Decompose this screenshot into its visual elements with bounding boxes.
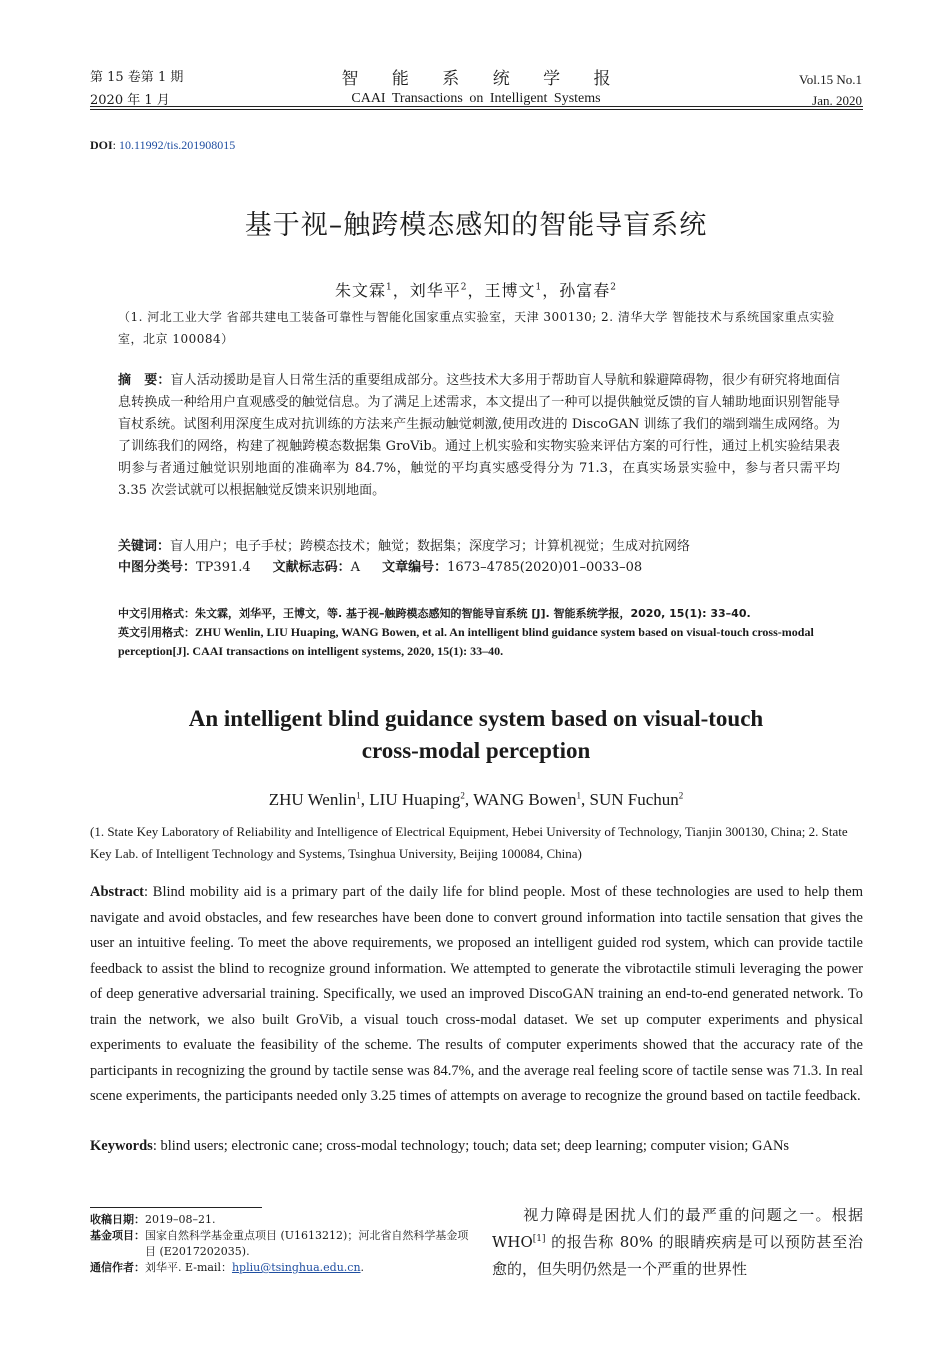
abstract-en-text: : Blind mobility aid is a primary part of the daily life for blind people. Most of these technologies are used to help them navigate and avoid obstacles, and few researches have been done to convert ground information into tactile sensation that gives the user an intuitive feeling. To meet the above requirements, we proposed an intelligent guided rod system, which can provide tactile feedback to assist the blind to recognize ground information. We attempted to generate the vibrotactile stimuli leveraging the power of deep generative adversarial training. Specifically, we used an improved DiscoGAN training an end-to-end generated network. To train the network, we also built GroVib, a visual touch cross-modal dataset. We set up computer experiments and physical experiments to evaluate the feasibility of the scheme. The results of computer experiments showed that the accuracy rate of the participants in recognizing the ground by tactile sense was 84.7%, and the average real feeling score of tactile sense was 71.3. In real scene experiments, the participants needed only 3.25 times of attempts on average to recognize the ground based on tactile feedback. xyxy=(90,884,863,1104)
author-aff-sup: 1 xyxy=(356,790,361,801)
abstract-en xyxy=(90,880,863,1110)
article-number-value: 1673–4785(2020)01–0033–08 xyxy=(447,560,643,575)
author-en: WANG Bowen xyxy=(473,790,577,809)
affiliation-cn: （1. 河北工业大学 省部共建电工装备可靠性与智能化国家重点实验室，天津 300130; 2. 清华大学 智能技术与系统国家重点实验室，北京 100084） xyxy=(118,310,835,346)
title-en-line2: cross-modal perception xyxy=(361,738,591,763)
corresponding-email-link[interactable]: hpliu@tsinghua.edu.cn xyxy=(231,1261,361,1274)
header-rule xyxy=(90,106,863,107)
citation-en xyxy=(118,623,840,661)
author-aff-sup: 2 xyxy=(610,282,618,293)
doc-code-value: A xyxy=(350,560,361,575)
journal-name-cn: 智 能 系 统 学 报 xyxy=(341,69,625,89)
keywords-cn xyxy=(118,536,840,557)
authors-cn: 朱文霖$^1$，刘华平$^2$，王博文$^1$，孙富春$^2$ xyxy=(334,281,618,300)
doc-code-label: 文献标志码： xyxy=(272,560,351,575)
author-aff-sup: 2 xyxy=(678,790,684,801)
footnote-rule xyxy=(90,1207,262,1208)
keywords-en xyxy=(90,1134,863,1160)
title-cn: 基于视–触跨模态感知的智能导盲系统 xyxy=(244,210,708,241)
fund-value: 国家自然科学基金重点项目 (U1613212)；河北省自然科学基金项目 (E2017202035). xyxy=(145,1229,469,1258)
author-en: LIU Huaping xyxy=(369,790,461,809)
author-aff-sup: 1 xyxy=(576,790,582,801)
clc-label: 中图分类号： xyxy=(118,560,197,575)
author-cn: 刘华平 xyxy=(409,281,461,300)
header-rule-thin xyxy=(90,109,863,110)
citation-cn xyxy=(118,604,840,623)
abstract-cn xyxy=(118,370,840,502)
keywords-en-text: : blind users; electronic cane; cross-modal technology; touch; data set; deep learning; computer vision; GANs xyxy=(152,1138,790,1154)
keywords-cn-label: 关键词： xyxy=(118,539,171,554)
abstract-en-label: Abstract xyxy=(90,884,144,900)
header-right xyxy=(799,69,862,111)
doi-label: DOI xyxy=(90,138,113,152)
citation-en-text: ZHU Wenlin, LIU Huaping, WANG Bowen, et al. An intelligent blind guidance system based on visual-touch cross-modal perception[J]. CAAI transactions on intelligent systems, 2020, 15(1): 33–40. xyxy=(118,625,814,658)
affiliation-en: (1. State Key Laboratory of Reliability and Intelligence of Electrical Equipment, Hebei University of Technology, Tianjin 300130, China; 2. State Key Lab. of Intelligent Technology and Systems, Tsinghua University, Beijing 100084, China) xyxy=(90,824,848,861)
author-aff-sup: 1 xyxy=(535,282,543,293)
author-aff-sup: 1 xyxy=(385,282,393,293)
footnote-fund xyxy=(90,1228,470,1260)
abstract-cn-text: 盲人活动援助是盲人日常生活的重要组成部分。这些技术大多用于帮助盲人导航和躲避障碍物，很少有研究将地面信息转换成一种给用户直观感受的触觉信息。为了满足上述需求，本文提出了一种可以提供触觉反馈的盲人辅助地面识别智能导盲杖系统。试图利用深度生成对抗训练的方法来产生振动触觉刺激,使用改进的 DiscoGAN 训练了我们的端到端生成网络。为了训练我们的网络，构建了视触跨模态数据集 GroVib。通过上机实验和实物实验来评估方案的可行性，通过上机实验结果表明参与者通过触觉识别地面的准确率为 84.7%，触觉的平均真实感受得分为 71.3，在真实场景实验中，参与者只需平均 3.35 次尝试就可以根据触觉反馈来识别地面。 xyxy=(118,373,840,498)
author-cn: 王博文 xyxy=(484,281,536,300)
body-text-part2: 的报告称 80% 的眼睛疾病是可以预防甚至治愈的，但失明仍然是一个严重的世界性 xyxy=(492,1233,863,1278)
author-en: ZHU Wenlin xyxy=(268,790,357,809)
citation-cn-label: 中文引用格式： xyxy=(118,607,195,620)
volume-cn: 第 15 卷第 1 期 xyxy=(90,70,184,85)
classification-cn xyxy=(118,557,840,578)
date-en: Jan. 2020 xyxy=(812,93,862,108)
citation-en-label: 英文引用格式： xyxy=(118,626,195,639)
footnote-corresponding xyxy=(90,1260,470,1276)
journal-name-en: CAAI Transactions on Intelligent Systems xyxy=(351,91,601,106)
doi-line: DOI: 10.11992/tis.201908015 xyxy=(90,138,236,152)
corresponding-value: 刘华平. E-mail： xyxy=(145,1261,232,1274)
author-en: SUN Fuchun xyxy=(589,790,679,809)
authors-en: ZHU Wenlin$^1$, LIU Huaping$^2$, WANG Bowen$^1$, SUN Fuchun$^2$ xyxy=(268,790,684,809)
abstract-cn-label: 摘 要： xyxy=(118,373,171,388)
title-en-line1: An intelligent blind guidance system based on visual-touch xyxy=(188,706,764,731)
citation-block xyxy=(118,604,840,661)
received-label: 收稿日期： xyxy=(90,1213,145,1226)
clc-value: TP391.4 xyxy=(196,560,251,575)
doi-link[interactable]: 10.11992/tis.201908015 xyxy=(119,138,236,152)
footnote xyxy=(90,1212,470,1276)
article-number-label: 文章编号： xyxy=(382,560,448,575)
keywords-en-label: Keywords xyxy=(90,1138,153,1154)
keywords-cn-text: 盲人用户；电子手杖；跨模态技术；触觉；数据集；深度学习；计算机视觉；生成对抗网络 xyxy=(170,539,691,554)
author-cn: 孙富春 xyxy=(559,281,611,300)
author-aff-sup: 2 xyxy=(460,790,465,801)
title-en xyxy=(0,703,952,767)
volume-en: Vol.15 No.1 xyxy=(799,72,862,87)
corresponding-end: . xyxy=(360,1261,365,1274)
body-text-part1: 视力障碍是困扰人们的最严重的问题之一。根据 WHO xyxy=(492,1206,863,1251)
author-aff-sup: 2 xyxy=(460,282,468,293)
body-paragraph xyxy=(492,1202,863,1283)
footnote-received xyxy=(90,1212,470,1228)
citation-cn-text: 朱文霖，刘华平，王博文，等. 基于视–触跨模态感知的智能导盲系统 [J]. 智能系统学报，2020, 15(1): 33–40. xyxy=(195,607,751,620)
corresponding-label: 通信作者： xyxy=(90,1261,145,1274)
received-value: 2019–08–21. xyxy=(145,1213,216,1226)
fund-label: 基金项目： xyxy=(90,1229,145,1242)
author-cn: 朱文霖 xyxy=(334,281,386,300)
date-cn: 2020 年 1 月 xyxy=(90,93,170,108)
reference-marker[interactable]: [1] xyxy=(532,1234,546,1244)
